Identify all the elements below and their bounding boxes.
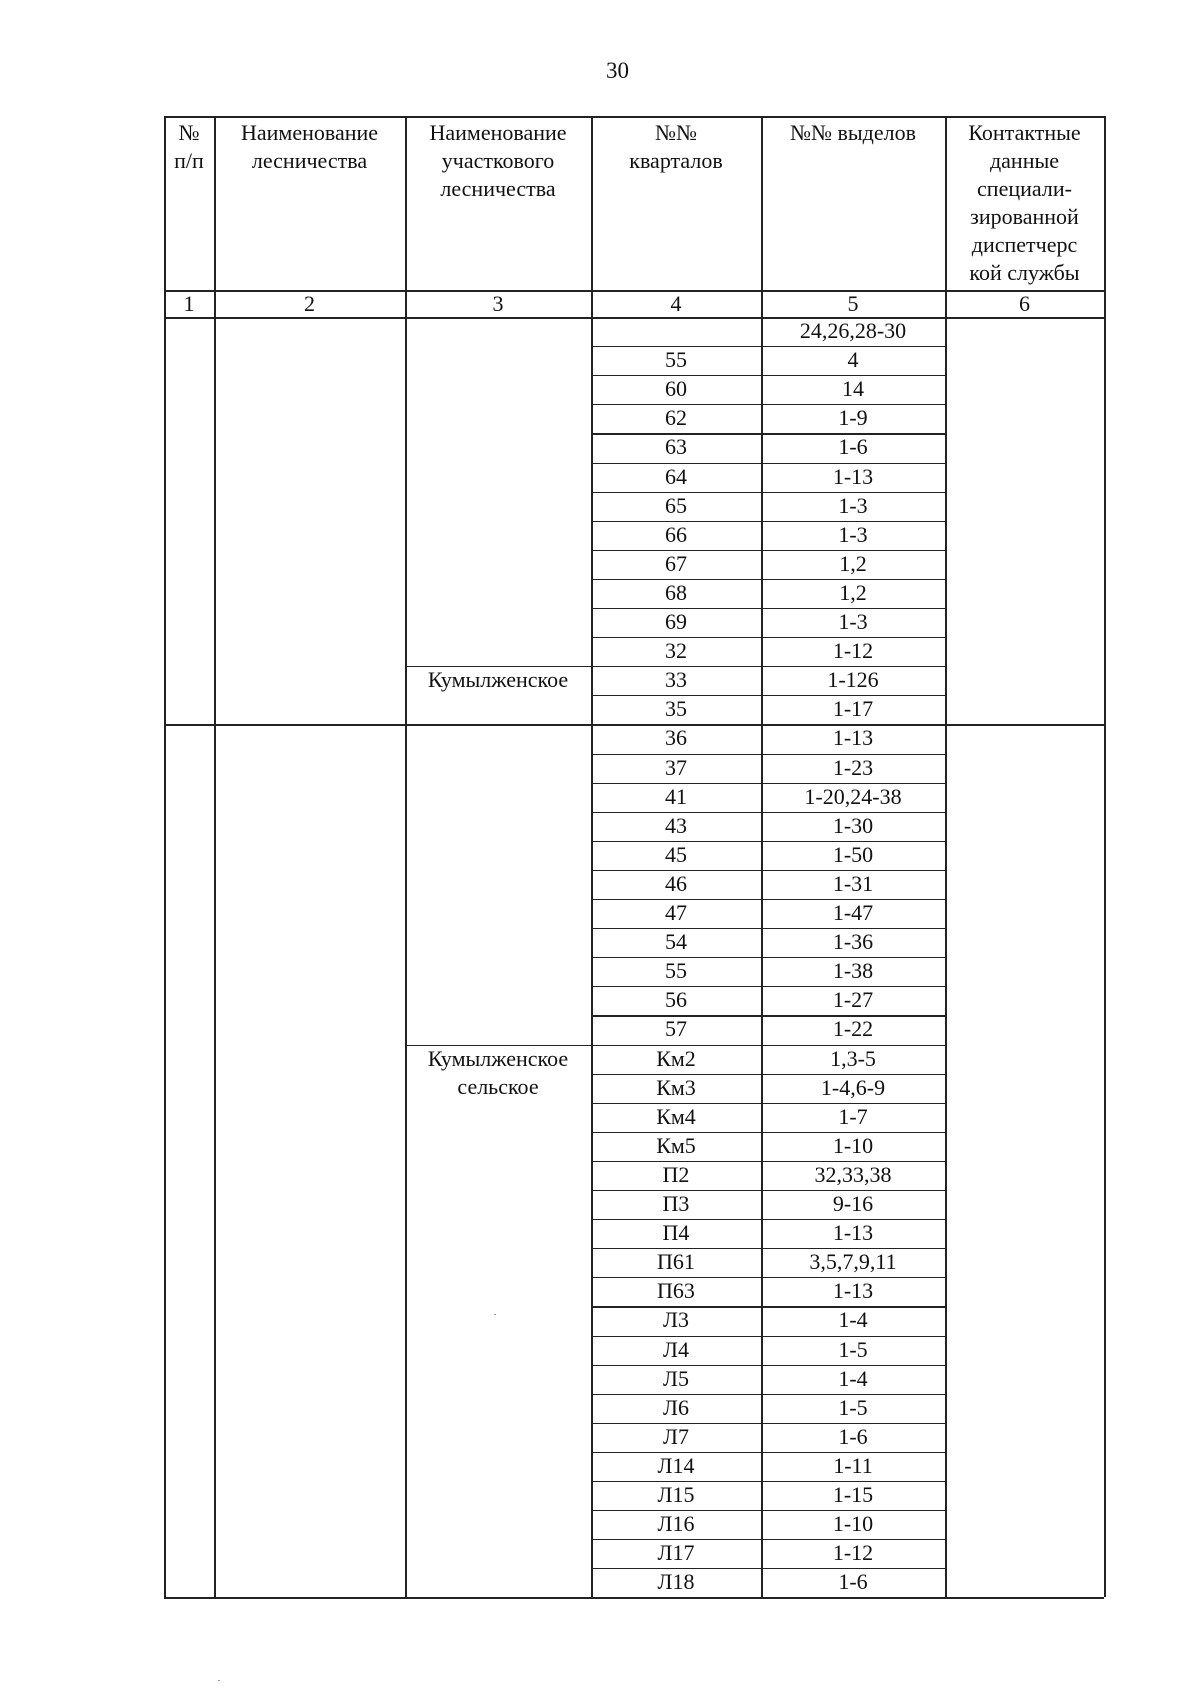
vydely-cell [761,1306,945,1335]
kvartal-cell [591,1394,761,1423]
vydely-range: 1-12 [832,1540,874,1566]
vydely-cell [761,928,945,957]
kvartal-cell [591,463,761,492]
kvartal-number: 65 [665,492,687,518]
kvartal-cell [591,754,761,783]
vydely-range: 1,3-5 [830,1045,876,1071]
kvartal-cell [591,492,761,521]
column-border-5 [945,116,947,1597]
kvartal-number: Л15 [657,1482,695,1507]
kvartal-number: 68 [665,579,687,605]
vydely-cell [761,666,945,695]
kvartal-number: Км5 [656,1132,696,1158]
header-text: п/п [174,148,204,173]
kvartal-number: Л3 [663,1307,689,1333]
vydely-cell [761,579,945,608]
row-separator [591,1103,945,1104]
header-cell-6 [945,116,1104,290]
kvartal-cell [591,1306,761,1335]
row-separator [591,695,945,696]
column-border-2 [405,116,407,1597]
kvartal-cell [591,957,761,986]
vydely-cell [761,1015,945,1044]
column-number-4 [591,290,761,317]
vydely-cell [761,608,945,637]
vydely-cell [761,1452,945,1481]
vydely-cell [761,1219,945,1248]
row-separator [591,1219,945,1220]
kvartal-number: Л5 [663,1365,689,1391]
vydely-cell [761,375,945,404]
column-number-text: 6 [1019,291,1030,316]
kvartal-cell [591,812,761,841]
kvartal-number: 69 [665,609,687,634]
kvartal-cell [591,1481,761,1510]
kvartal-number: 41 [665,783,687,809]
row-separator [591,1481,945,1482]
vydely-range: 1-10 [832,1511,874,1537]
kvartal-number: 57 [665,1016,687,1042]
header-cell-5 [761,116,945,290]
vydely-range: 1-3 [838,609,868,634]
row-separator [591,812,945,813]
uchastkovoe-separator [405,1045,591,1046]
vydely-cell [761,1510,945,1539]
kvartal-cell [591,317,761,346]
vydely-cell [761,1248,945,1277]
kvartal-number: Л17 [657,1540,695,1566]
header-text: лесничества [251,148,368,173]
kvartal-number: Км3 [656,1074,696,1100]
kvartal-number: 36 [665,725,687,751]
kvartal-number: 67 [665,550,687,576]
vydely-cell [761,1132,945,1161]
column-border-1 [214,116,216,1597]
row-separator [591,986,945,987]
kvartal-cell [591,695,761,724]
vydely-cell [761,695,945,724]
kvartal-number: 35 [665,696,687,722]
kvartal-number: Л6 [663,1394,689,1420]
column-number-2 [214,290,405,317]
vydely-range: 1-9 [838,405,868,431]
kvartal-cell [591,433,761,462]
vydely-range: 1-27 [832,987,874,1013]
vydely-cell [761,1394,945,1423]
kvartal-cell [591,1510,761,1539]
scan-speck [218,1680,220,1681]
row-separator [591,346,945,347]
row-separator [591,841,945,842]
vydely-cell [761,433,945,462]
kvartal-number: П3 [662,1191,690,1216]
kvartal-cell [591,928,761,957]
kvartal-number: 63 [665,434,687,460]
kvartal-number: 55 [665,347,687,373]
kvartal-number: П4 [662,1220,690,1246]
vydely-range: 9-16 [832,1191,874,1216]
kvartal-number: 62 [665,405,687,431]
vydely-cell [761,841,945,870]
row-separator [591,1074,945,1075]
vydely-range: 1-126 [827,667,879,693]
kvartal-cell [591,521,761,550]
header-text: кой службы [969,260,1080,285]
kvartal-number: П63 [657,1278,695,1304]
table-bottom-border [164,1597,1104,1599]
kvartal-cell [591,404,761,433]
vydely-range: 24,26,28-30 [799,318,907,343]
row-separator [591,783,945,784]
vydely-range: 1-38 [832,958,874,984]
kvartal-number: 32 [665,638,687,664]
vydely-range: 1-5 [838,1394,868,1420]
vydely-cell [761,1045,945,1074]
column-border-3 [591,116,593,1597]
header-cell-1 [164,116,214,290]
table-top-border [164,116,1104,118]
kvartal-cell [591,1277,761,1306]
kvartal-number: Л7 [663,1423,689,1449]
header-text: лесничества [440,176,556,201]
column-number-text: 5 [847,291,859,316]
kvartal-number: Л14 [657,1452,695,1478]
row-separator [591,1306,945,1307]
kvartal-number: 64 [665,463,687,489]
vydely-cell [761,550,945,579]
kvartal-cell [591,724,761,753]
vydely-range: 1-4 [838,1307,868,1333]
vydely-range: 1-47 [832,900,874,925]
row-separator [591,463,945,464]
vydely-cell [761,637,945,666]
vydely-cell [761,1423,945,1452]
header-text: №№ [655,120,697,145]
vydely-cell [761,870,945,899]
uchastkovoe-name: сельское [457,1073,539,1099]
vydely-range: 1-36 [832,929,874,955]
vydely-range: 1-6 [838,434,868,460]
row-separator [591,637,945,638]
vydely-cell [761,957,945,986]
vydely-range: 1-17 [832,696,874,722]
row-separator [591,1365,945,1366]
row-separator [591,492,945,493]
header-text: специали- [977,176,1072,201]
header-text: диспетчерс [971,232,1078,257]
kvartal-cell [591,550,761,579]
vydely-range: 1-3 [838,492,868,518]
vydely-cell [761,986,945,1015]
row-separator [591,579,945,580]
kvartal-cell [591,1365,761,1394]
column-number-3 [405,290,591,317]
vydely-range: 4 [847,347,859,373]
row-separator [591,550,945,551]
kvartal-number: 47 [665,900,687,925]
row-separator [591,1336,945,1337]
kvartal-cell [591,1452,761,1481]
column-numbers-bottom-border [164,317,1104,319]
vydely-cell [761,1568,945,1597]
header-text: №№ выделов [790,120,916,145]
vydely-cell [761,1539,945,1568]
row-separator [591,1190,945,1191]
row-separator [591,433,945,434]
column-number-text: 4 [670,291,682,316]
column-border-6 [1104,116,1106,1597]
vydely-range: 1-10 [832,1132,874,1158]
vydely-range: 1-13 [832,1278,874,1304]
kvartal-number: 45 [665,841,687,867]
vydely-range: 1-12 [832,638,874,664]
header-bottom-border [164,290,1104,292]
header-text: Наименование [429,120,567,145]
row-separator [591,1510,945,1511]
vydely-range: 1-20,24-38 [804,783,902,809]
kvartal-number: 55 [665,958,687,984]
vydely-range: 1-13 [832,463,874,489]
header-text: участкового [441,148,555,173]
vydely-range: 1-5 [838,1336,868,1362]
kvartal-cell [591,375,761,404]
row-separator [591,608,945,609]
column-number-text: 2 [304,291,315,316]
kvartal-cell [591,1161,761,1190]
kvartal-cell [591,1248,761,1277]
kvartal-number: П61 [657,1249,695,1275]
header-text: № [178,120,200,145]
uchastkovoe-cell [405,666,591,695]
kvartal-cell [591,666,761,695]
kvartal-cell [591,579,761,608]
vydely-cell [761,463,945,492]
kvartal-cell [591,986,761,1015]
vydely-range: 3,5,7,9,11 [809,1249,897,1275]
kvartal-cell [591,1074,761,1103]
header-text: зированной [970,204,1079,229]
kvartal-cell [591,1423,761,1452]
row-separator [591,404,945,405]
kvartal-cell [591,637,761,666]
vydely-cell [761,317,945,346]
kvartal-cell [591,1190,761,1219]
kvartal-cell [591,1045,761,1074]
row-separator [591,957,945,958]
row-separator [591,1132,945,1133]
kvartal-number: Км4 [656,1103,696,1129]
row-separator [591,521,945,522]
vydely-range: 1-6 [838,1569,868,1595]
vydely-range: 1-4,6-9 [820,1074,886,1100]
vydely-cell [761,724,945,753]
row-separator [591,1161,945,1162]
vydely-range: 1-30 [832,812,874,838]
kvartal-cell [591,1539,761,1568]
vydely-cell [761,1190,945,1219]
column-number-text: 1 [183,291,195,316]
row-separator [591,1015,945,1016]
kvartal-cell [591,1219,761,1248]
kvartal-number: Км2 [656,1045,696,1071]
kvartal-cell [591,783,761,812]
header-text: Контактные [968,120,1081,145]
vydely-range: 1-13 [832,725,874,751]
vydely-range: 1-4 [838,1365,868,1391]
vydely-cell [761,1161,945,1190]
vydely-cell [761,404,945,433]
vydely-cell [761,754,945,783]
header-text: данные [989,148,1060,173]
scan-speck [494,1314,496,1315]
vydely-range: 1-50 [832,841,874,867]
header-cell-2 [214,116,405,290]
row-separator [591,870,945,871]
row-separator [591,1539,945,1540]
uchastkovoe-name: Кумылженское [427,667,569,693]
kvartal-number: 33 [665,667,687,693]
header-cell-4 [591,116,761,290]
kvartal-number: Л16 [657,1511,695,1537]
kvartal-cell [591,346,761,375]
vydely-cell [761,1481,945,1510]
kvartal-number: 43 [665,812,687,838]
uchastkovoe-name: Кумылженское [427,1045,569,1071]
row-separator [591,666,945,667]
vydely-cell [761,1074,945,1103]
row-separator [591,724,945,725]
column-number-5 [761,290,945,317]
row-separator [591,1394,945,1395]
vydely-cell [761,492,945,521]
vydely-cell [761,1277,945,1306]
kvartal-number: Л18 [657,1569,695,1595]
vydely-range: 1-23 [832,754,874,780]
vydely-cell [761,1103,945,1132]
vydely-range: 1-31 [832,870,874,896]
vydely-cell [761,346,945,375]
row-separator [591,754,945,755]
row-separator [591,928,945,929]
kvartal-cell [591,1103,761,1132]
vydely-cell [761,812,945,841]
row-separator [591,899,945,900]
kvartal-number: 46 [665,870,687,896]
vydely-range: 1-7 [838,1103,868,1129]
kvartal-number: П2 [662,1161,690,1187]
vydely-range: 14 [842,376,864,402]
column-number-text: 3 [492,291,504,316]
vydely-range: 1-11 [833,1452,873,1478]
vydely-range: 1-22 [832,1016,874,1042]
kvartal-number: 54 [665,929,687,955]
kvartal-number: 56 [665,987,687,1013]
row-separator [591,1277,945,1278]
kvartal-cell [591,1015,761,1044]
column-number-1 [164,290,214,317]
vydely-range: 1-15 [832,1482,874,1507]
row-separator [591,1452,945,1453]
vydely-range: 1,2 [839,550,867,576]
header-text: Наименование [240,120,379,145]
header-cell-3 [405,116,591,290]
row-separator [591,1568,945,1569]
kvartal-number: Л4 [663,1336,689,1362]
vydely-range: 1,2 [839,579,867,605]
vydely-range: 1-13 [832,1220,874,1246]
kvartal-number: 37 [665,754,687,780]
row-separator [591,1045,945,1046]
vydely-cell [761,783,945,812]
page-number: 30 [606,58,629,83]
kvartal-cell [591,1336,761,1365]
kvartal-cell [591,608,761,637]
row-separator [591,375,945,376]
vydely-range: 32,33,38 [814,1161,892,1187]
kvartal-cell [591,841,761,870]
kvartal-cell [591,1132,761,1161]
kvartal-cell [591,1568,761,1597]
kvartal-cell [591,870,761,899]
uchastkovoe-cell [405,1045,591,1103]
vydely-cell [761,1365,945,1394]
uchastkovoe-separator [405,666,591,667]
column-number-6 [945,290,1104,317]
vydely-cell [761,899,945,928]
row-separator [591,1423,945,1424]
kvartal-number: 66 [665,521,687,547]
kvartal-cell [591,899,761,928]
row-separator [591,1248,945,1249]
vydely-range: 1-3 [838,521,868,547]
column-border-0 [164,116,166,1597]
column-border-4 [761,116,763,1597]
vydely-cell [761,521,945,550]
vydely-range: 1-6 [838,1423,868,1449]
vydely-cell [761,1336,945,1365]
kvartal-number: 60 [665,376,687,402]
header-text: кварталов [629,148,723,173]
